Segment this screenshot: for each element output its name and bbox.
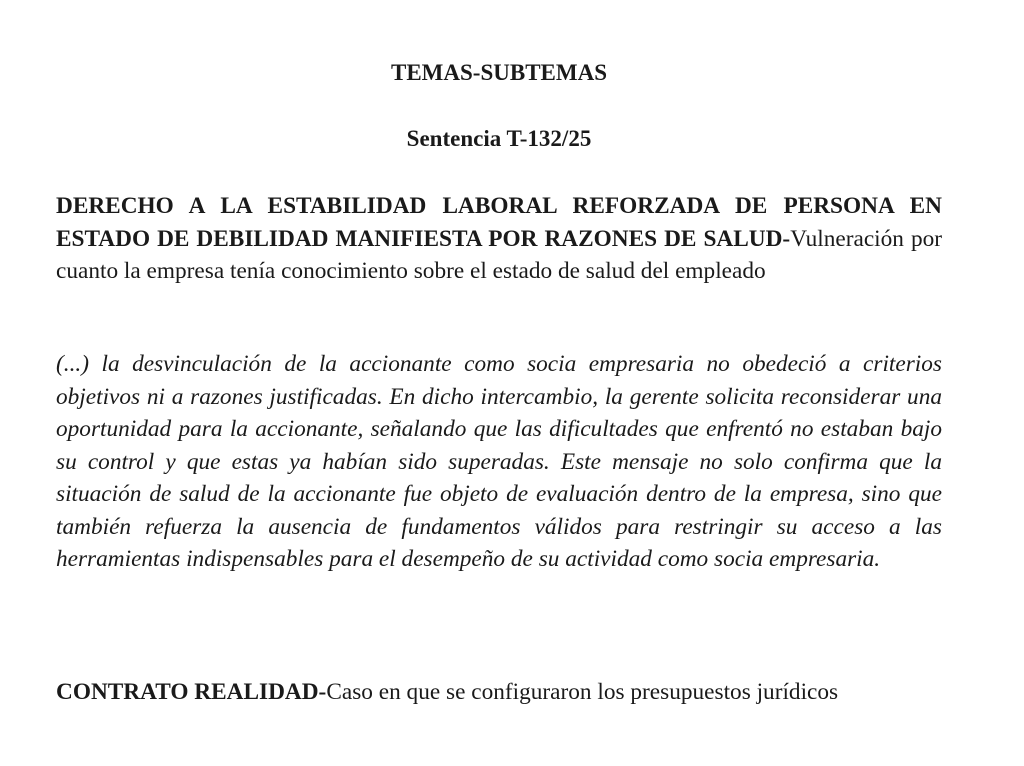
quote-paragraph: (...) la desvinculación de la accionante como socia empresaria no obedeció a criterios objetivos ni a razones justificadas. En dicho intercambio, la gerente solicita reconsiderar una oportunidad para la accionante, señalando que las dificultades que enfrentó no estaban bajo su control y que estas ya habían sido superadas. Este mensaje no solo confirma que la situación de salud de la accionante fue objeto de evaluación dentro de la empresa, sino que también refuerza la ausencia de fundamentos válidos para restringir su acceso a las herramientas indispensables para el desempeño de su actividad como socia empresaria. xyxy=(56,351,942,572)
topic-paragraph-1 xyxy=(56,190,942,288)
topic-paragraph-2 xyxy=(56,676,942,709)
topic-heading-2: CONTRATO REALIDAD- xyxy=(56,679,327,705)
topic-heading-1: DERECHO A LA ESTABILIDAD LABORAL REFORZADA DE PERSONA EN ESTADO DE DEBILIDAD MANIFIESTA POR RAZONES DE SALUD- xyxy=(56,193,942,252)
sentence-number: Sentencia T-132/25 xyxy=(406,126,592,151)
topic-text-2: Caso en que se configuraron los presupuestos jurídicos xyxy=(326,679,839,705)
topic-text-1: Vulneración por cuanto la empresa tenía conocimiento sobre el estado de salud del empleado xyxy=(56,225,942,284)
document-title: TEMAS-SUBTEMAS xyxy=(391,60,607,85)
